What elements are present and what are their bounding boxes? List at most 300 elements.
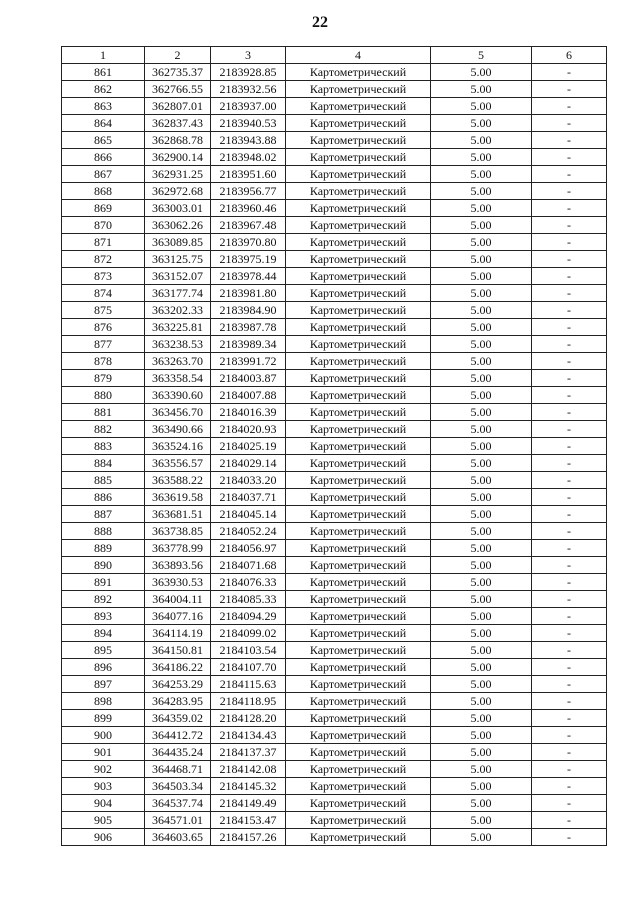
table-cell: 876 <box>62 319 145 336</box>
table-cell: Картометрический <box>286 727 431 744</box>
table-cell: - <box>532 710 607 727</box>
table-cell: Картометрический <box>286 642 431 659</box>
table-cell: 2184157.26 <box>211 829 286 846</box>
table-cell: 880 <box>62 387 145 404</box>
table-cell: Картометрический <box>286 370 431 387</box>
table-cell: 2183978.44 <box>211 268 286 285</box>
table-cell: 904 <box>62 795 145 812</box>
table-cell: 5.00 <box>431 489 532 506</box>
table-cell: Картометрический <box>286 506 431 523</box>
table-cell: 5.00 <box>431 353 532 370</box>
table-cell: 364359.02 <box>145 710 211 727</box>
table-cell: 879 <box>62 370 145 387</box>
table-cell: 364186.22 <box>145 659 211 676</box>
table-row <box>62 761 607 778</box>
table-row <box>62 115 607 132</box>
table-cell: - <box>532 421 607 438</box>
table-row <box>62 625 607 642</box>
table-cell: 2184071.68 <box>211 557 286 574</box>
table-row <box>62 353 607 370</box>
table-cell: Картометрический <box>286 455 431 472</box>
table-cell: 2183981.80 <box>211 285 286 302</box>
table-row <box>62 710 607 727</box>
table-cell: 881 <box>62 404 145 421</box>
table-cell: Картометрический <box>286 132 431 149</box>
table-cell: 2184007.88 <box>211 387 286 404</box>
table-cell: 363202.33 <box>145 302 211 319</box>
coordinates-table <box>61 46 607 846</box>
table-cell: 5.00 <box>431 472 532 489</box>
table-cell: Картометрический <box>286 591 431 608</box>
table-cell: 2184153.47 <box>211 812 286 829</box>
table-cell: 5.00 <box>431 370 532 387</box>
table-cell: Картометрический <box>286 472 431 489</box>
table-row <box>62 608 607 625</box>
table-cell: Картометрический <box>286 149 431 166</box>
table-cell: Картометрический <box>286 251 431 268</box>
table-row <box>62 540 607 557</box>
table-cell: - <box>532 591 607 608</box>
table-cell: 2184107.70 <box>211 659 286 676</box>
table-cell: 2184056.97 <box>211 540 286 557</box>
table-cell: 5.00 <box>431 455 532 472</box>
table-cell: 877 <box>62 336 145 353</box>
table-cell: 891 <box>62 574 145 591</box>
table-cell: 363062.26 <box>145 217 211 234</box>
table-cell: - <box>532 574 607 591</box>
column-header: 4 <box>286 47 431 64</box>
table-cell: 364253.29 <box>145 676 211 693</box>
table-row <box>62 98 607 115</box>
column-header: 1 <box>62 47 145 64</box>
table-header-row <box>62 47 607 64</box>
table-row <box>62 591 607 608</box>
table-row <box>62 812 607 829</box>
table-cell: 5.00 <box>431 268 532 285</box>
table-cell: 874 <box>62 285 145 302</box>
table-cell: Картометрический <box>286 421 431 438</box>
table-cell: 363152.07 <box>145 268 211 285</box>
table-cell: Картометрический <box>286 574 431 591</box>
table-cell: - <box>532 370 607 387</box>
table-cell: Картометрический <box>286 523 431 540</box>
table-cell: 2184037.71 <box>211 489 286 506</box>
table-cell: Картометрический <box>286 761 431 778</box>
table-cell: 363456.70 <box>145 404 211 421</box>
table-cell: - <box>532 251 607 268</box>
table-cell: - <box>532 659 607 676</box>
table-cell: 363681.51 <box>145 506 211 523</box>
table-cell: Картометрический <box>286 489 431 506</box>
table-cell: 2183937.00 <box>211 98 286 115</box>
table-cell: 889 <box>62 540 145 557</box>
table-cell: 5.00 <box>431 183 532 200</box>
table-cell: 363238.53 <box>145 336 211 353</box>
table-cell: 5.00 <box>431 659 532 676</box>
table-row <box>62 574 607 591</box>
table-cell: 363738.85 <box>145 523 211 540</box>
table-cell: - <box>532 336 607 353</box>
table-cell: 890 <box>62 557 145 574</box>
table-cell: 363930.53 <box>145 574 211 591</box>
table-cell: Картометрический <box>286 795 431 812</box>
table-cell: 894 <box>62 625 145 642</box>
table-row <box>62 744 607 761</box>
table-cell: Картометрический <box>286 81 431 98</box>
table-cell: - <box>532 217 607 234</box>
table-cell: Картометрический <box>286 285 431 302</box>
table-cell: 2183951.60 <box>211 166 286 183</box>
table-cell: 2184145.32 <box>211 778 286 795</box>
table-cell: 903 <box>62 778 145 795</box>
table-cell: 2183970.80 <box>211 234 286 251</box>
table-cell: - <box>532 778 607 795</box>
table-cell: 2184076.33 <box>211 574 286 591</box>
table-cell: - <box>532 676 607 693</box>
table-cell: 363778.99 <box>145 540 211 557</box>
table-cell: - <box>532 438 607 455</box>
table-cell: 363619.58 <box>145 489 211 506</box>
table-cell: Картометрический <box>286 336 431 353</box>
table-cell: 5.00 <box>431 506 532 523</box>
table-cell: 5.00 <box>431 591 532 608</box>
table-cell: 363263.70 <box>145 353 211 370</box>
table-cell: 2183940.53 <box>211 115 286 132</box>
table-row <box>62 404 607 421</box>
table-cell: Картометрический <box>286 302 431 319</box>
table-cell: 364114.19 <box>145 625 211 642</box>
table-row <box>62 421 607 438</box>
table-cell: Картометрический <box>286 268 431 285</box>
table-cell: Картометрический <box>286 115 431 132</box>
table-cell: 5.00 <box>431 812 532 829</box>
table-cell: - <box>532 557 607 574</box>
table-cell: 364603.65 <box>145 829 211 846</box>
table-cell: 2184103.54 <box>211 642 286 659</box>
table-row <box>62 489 607 506</box>
table-cell: 363893.56 <box>145 557 211 574</box>
table-cell: 5.00 <box>431 319 532 336</box>
table-row <box>62 387 607 404</box>
table-cell: 363588.22 <box>145 472 211 489</box>
table-cell: 363177.74 <box>145 285 211 302</box>
table-row <box>62 268 607 285</box>
table-cell: 886 <box>62 489 145 506</box>
table-cell: 2184142.08 <box>211 761 286 778</box>
table-cell: 363089.85 <box>145 234 211 251</box>
table-cell: Картометрический <box>286 166 431 183</box>
table-row <box>62 302 607 319</box>
table-cell: - <box>532 523 607 540</box>
table-cell: 2184016.39 <box>211 404 286 421</box>
table-cell: - <box>532 302 607 319</box>
table-cell: 363358.54 <box>145 370 211 387</box>
table-cell: 2183943.88 <box>211 132 286 149</box>
table-cell: 5.00 <box>431 727 532 744</box>
table-cell: 5.00 <box>431 81 532 98</box>
table-cell: 5.00 <box>431 676 532 693</box>
table-cell: 2183967.48 <box>211 217 286 234</box>
table-cell: 5.00 <box>431 132 532 149</box>
table-row <box>62 183 607 200</box>
table-cell: 2184134.43 <box>211 727 286 744</box>
table-cell: Картометрический <box>286 234 431 251</box>
table-cell: 2184115.63 <box>211 676 286 693</box>
table-cell: 362837.43 <box>145 115 211 132</box>
table-cell: 5.00 <box>431 336 532 353</box>
table-cell: Картометрический <box>286 778 431 795</box>
table-row <box>62 319 607 336</box>
table-cell: 2183960.46 <box>211 200 286 217</box>
table-cell: 364150.81 <box>145 642 211 659</box>
table-cell: 2183975.19 <box>211 251 286 268</box>
table-row <box>62 132 607 149</box>
table-cell: 2184029.14 <box>211 455 286 472</box>
table-cell: Картометрический <box>286 676 431 693</box>
table-cell: 873 <box>62 268 145 285</box>
table-cell: 899 <box>62 710 145 727</box>
table-cell: 5.00 <box>431 285 532 302</box>
table-cell: 5.00 <box>431 795 532 812</box>
table-cell: Картометрический <box>286 217 431 234</box>
table-cell: 362900.14 <box>145 149 211 166</box>
table-cell: - <box>532 234 607 251</box>
table-cell: Картометрический <box>286 404 431 421</box>
table-cell: - <box>532 744 607 761</box>
table-cell: 5.00 <box>431 625 532 642</box>
table-row <box>62 234 607 251</box>
table-cell: 363003.01 <box>145 200 211 217</box>
table-cell: 2184003.87 <box>211 370 286 387</box>
table-cell: 2183984.90 <box>211 302 286 319</box>
table-row <box>62 659 607 676</box>
table-cell: 2184137.37 <box>211 744 286 761</box>
table-cell: 2183948.02 <box>211 149 286 166</box>
table-cell: 364077.16 <box>145 608 211 625</box>
table-cell: - <box>532 608 607 625</box>
table-cell: 2183928.85 <box>211 64 286 81</box>
table-cell: - <box>532 642 607 659</box>
table-cell: 364283.95 <box>145 693 211 710</box>
table-cell: 897 <box>62 676 145 693</box>
table-cell: 898 <box>62 693 145 710</box>
table-cell: - <box>532 472 607 489</box>
table-cell: Картометрический <box>286 387 431 404</box>
table-cell: 5.00 <box>431 149 532 166</box>
table-cell: 364468.71 <box>145 761 211 778</box>
table-row <box>62 676 607 693</box>
table-cell: - <box>532 404 607 421</box>
table-cell: 2183932.56 <box>211 81 286 98</box>
table-cell: 5.00 <box>431 574 532 591</box>
table-cell: Картометрический <box>286 693 431 710</box>
table-cell: 2184128.20 <box>211 710 286 727</box>
table-cell: 862 <box>62 81 145 98</box>
table-cell: 2184025.19 <box>211 438 286 455</box>
table-cell: 363390.60 <box>145 387 211 404</box>
table-cell: 883 <box>62 438 145 455</box>
table-cell: 5.00 <box>431 404 532 421</box>
table-cell: - <box>532 812 607 829</box>
table-cell: 872 <box>62 251 145 268</box>
table-cell: 364004.11 <box>145 591 211 608</box>
table-cell: - <box>532 761 607 778</box>
table-cell: 5.00 <box>431 761 532 778</box>
table-cell: 364503.34 <box>145 778 211 795</box>
table-cell: 5.00 <box>431 523 532 540</box>
table-cell: 5.00 <box>431 200 532 217</box>
table-cell: 2183991.72 <box>211 353 286 370</box>
table-cell: 863 <box>62 98 145 115</box>
table-cell: Картометрический <box>286 540 431 557</box>
table-row <box>62 795 607 812</box>
table-cell: 364537.74 <box>145 795 211 812</box>
table-cell: Картометрический <box>286 98 431 115</box>
table-cell: - <box>532 506 607 523</box>
column-header: 6 <box>532 47 607 64</box>
table-cell: 901 <box>62 744 145 761</box>
table-cell: 363556.57 <box>145 455 211 472</box>
table-cell: 362868.78 <box>145 132 211 149</box>
table-cell: 363125.75 <box>145 251 211 268</box>
table-cell: - <box>532 795 607 812</box>
table-row <box>62 217 607 234</box>
table-row <box>62 336 607 353</box>
table-cell: 906 <box>62 829 145 846</box>
table-cell: - <box>532 149 607 166</box>
table-cell: 893 <box>62 608 145 625</box>
table-cell: - <box>532 115 607 132</box>
table-cell: Картометрический <box>286 557 431 574</box>
table-cell: 900 <box>62 727 145 744</box>
table-cell: 867 <box>62 166 145 183</box>
table-cell: - <box>532 183 607 200</box>
table-cell: 363524.16 <box>145 438 211 455</box>
table-cell: - <box>532 285 607 302</box>
table-cell: Картометрический <box>286 608 431 625</box>
table-cell: 882 <box>62 421 145 438</box>
table-cell: - <box>532 353 607 370</box>
table-cell: - <box>532 132 607 149</box>
table-cell: 5.00 <box>431 302 532 319</box>
table-row <box>62 693 607 710</box>
table-cell: 895 <box>62 642 145 659</box>
column-header: 5 <box>431 47 532 64</box>
table-cell: 5.00 <box>431 98 532 115</box>
column-header: 2 <box>145 47 211 64</box>
table-cell: 5.00 <box>431 829 532 846</box>
table-cell: - <box>532 829 607 846</box>
table-cell: 5.00 <box>431 744 532 761</box>
table-row <box>62 81 607 98</box>
table-cell: 869 <box>62 200 145 217</box>
table-cell: Картометрический <box>286 438 431 455</box>
table-cell: 362807.01 <box>145 98 211 115</box>
table-cell: - <box>532 625 607 642</box>
table-cell: 888 <box>62 523 145 540</box>
table-cell: 868 <box>62 183 145 200</box>
table-cell: 2183989.34 <box>211 336 286 353</box>
table-cell: 875 <box>62 302 145 319</box>
table-row <box>62 166 607 183</box>
table-cell: Картометрический <box>286 200 431 217</box>
table-cell: 5.00 <box>431 234 532 251</box>
table-cell: 2184052.24 <box>211 523 286 540</box>
table-cell: 896 <box>62 659 145 676</box>
table-row <box>62 438 607 455</box>
table-row <box>62 200 607 217</box>
table-cell: Картометрический <box>286 812 431 829</box>
table-cell: 2184094.29 <box>211 608 286 625</box>
table-cell: 5.00 <box>431 642 532 659</box>
table-row <box>62 829 607 846</box>
table-cell: Картометрический <box>286 659 431 676</box>
table-cell: 5.00 <box>431 64 532 81</box>
table-row <box>62 778 607 795</box>
table-cell: Картометрический <box>286 829 431 846</box>
table-cell: - <box>532 319 607 336</box>
table-cell: 364571.01 <box>145 812 211 829</box>
table-cell: Картометрический <box>286 319 431 336</box>
table-cell: 5.00 <box>431 540 532 557</box>
table-cell: 5.00 <box>431 778 532 795</box>
table-row <box>62 455 607 472</box>
table-body <box>62 64 607 846</box>
table-cell: - <box>532 387 607 404</box>
table-cell: 865 <box>62 132 145 149</box>
table-cell: 870 <box>62 217 145 234</box>
table-cell: 5.00 <box>431 608 532 625</box>
table-cell: 2183987.78 <box>211 319 286 336</box>
table-cell: 5.00 <box>431 387 532 404</box>
table-cell: 892 <box>62 591 145 608</box>
table-cell: 363225.81 <box>145 319 211 336</box>
table-cell: 5.00 <box>431 693 532 710</box>
table-cell: 887 <box>62 506 145 523</box>
table-row <box>62 523 607 540</box>
table-cell: - <box>532 727 607 744</box>
table-cell: 884 <box>62 455 145 472</box>
table-cell: Картометрический <box>286 625 431 642</box>
table-cell: - <box>532 81 607 98</box>
table-cell: - <box>532 455 607 472</box>
table-cell: 362931.25 <box>145 166 211 183</box>
table-cell: 864 <box>62 115 145 132</box>
table-row <box>62 506 607 523</box>
table-cell: 878 <box>62 353 145 370</box>
table-cell: Картометрический <box>286 183 431 200</box>
table-row <box>62 370 607 387</box>
table-cell: 2184020.93 <box>211 421 286 438</box>
page-number: 22 <box>312 14 328 31</box>
table-cell: 885 <box>62 472 145 489</box>
table-row <box>62 557 607 574</box>
table-row <box>62 472 607 489</box>
table-cell: - <box>532 166 607 183</box>
table-row <box>62 727 607 744</box>
table-cell: 362972.68 <box>145 183 211 200</box>
table-cell: - <box>532 200 607 217</box>
table-cell: 5.00 <box>431 166 532 183</box>
table-cell: 2184118.95 <box>211 693 286 710</box>
table-cell: Картометрический <box>286 353 431 370</box>
table-cell: Картометрический <box>286 64 431 81</box>
table-cell: - <box>532 268 607 285</box>
column-header: 3 <box>211 47 286 64</box>
table-cell: 2184033.20 <box>211 472 286 489</box>
table-cell: 5.00 <box>431 421 532 438</box>
table-row <box>62 285 607 302</box>
